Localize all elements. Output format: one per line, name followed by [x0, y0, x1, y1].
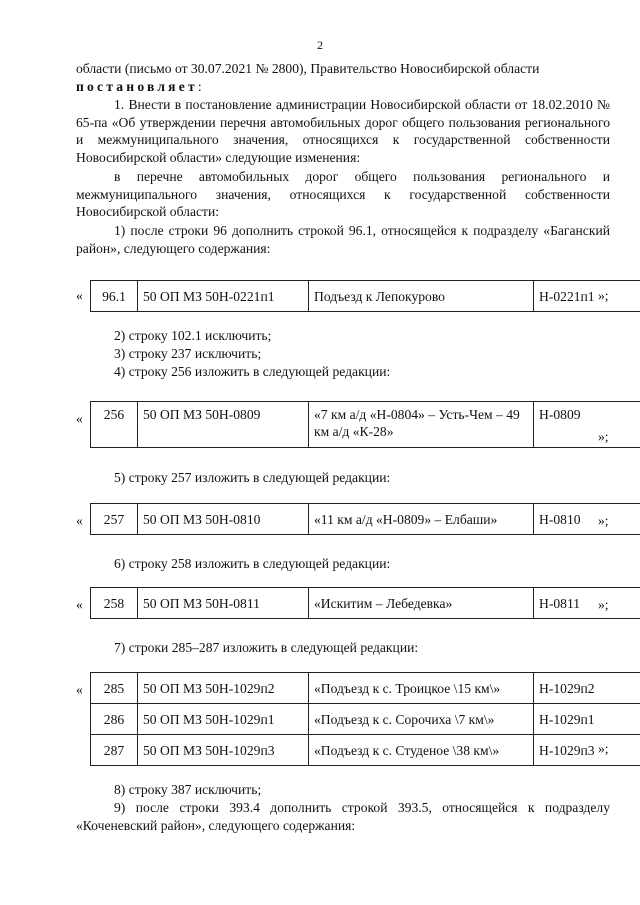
table-row [91, 704, 640, 735]
quote-open: « [76, 682, 83, 697]
cell-road-name: «Подъезд к с. Студеное \38 км\» [309, 735, 534, 766]
cell-code: Н-0811 [534, 588, 640, 619]
table-row-257 [90, 503, 640, 535]
quote-close: »; [598, 741, 609, 756]
quote-open: « [76, 597, 83, 612]
decree-word: постановляет [76, 79, 198, 94]
table-row [91, 673, 640, 704]
intro-line: области (письмо от 30.07.2021 № 2800), Правительство Новосибирской области [76, 61, 540, 76]
decree-colon: : [197, 79, 202, 94]
table-row [91, 588, 640, 619]
item-1-paragraph: 1. Внести в постановление администрации Новосибирской области от 18.02.2010 № 65-па «Об утверждении перечня автомобильных дорог общего пользования регионального и межмуниципального значения, относящихся к государственной собственности Новосибирской области» следующие изменения: [76, 97, 610, 165]
cell-road-id: 50 ОП МЗ 50Н-0221п1 [138, 281, 309, 312]
quote-open: « [76, 411, 83, 426]
step-4: 4) строку 256 изложить в следующей редакции: [114, 364, 391, 379]
cell-road-name: «11 км а/д «Н-0809» – Елбаши» [309, 504, 534, 535]
cell-code: Н-0221п1 [534, 281, 640, 312]
cell-road-id: 50 ОП МЗ 50Н-0810 [138, 504, 309, 535]
step-2: 2) строку 102.1 исключить; [114, 328, 272, 343]
quote-open: « [76, 288, 83, 303]
cell-number: 256 [91, 402, 138, 448]
cell-road-name: «Подъезд к с. Сорочиха \7 км\» [309, 704, 534, 735]
table-rows-285-287 [90, 672, 640, 766]
cell-code: Н-0810 [534, 504, 640, 535]
cell-code: Н-1029п3 [534, 735, 640, 766]
step-5: 5) строку 257 изложить в следующей редакции: [114, 470, 391, 485]
cell-number: 258 [91, 588, 138, 619]
quote-close: »; [598, 429, 609, 444]
cell-road-name: Подъезд к Лепокурово [309, 281, 534, 312]
step-6: 6) строку 258 изложить в следующей редакции: [114, 556, 391, 571]
quote-close: »; [598, 597, 609, 612]
cell-number: 287 [91, 735, 138, 766]
step-7: 7) строки 285–287 изложить в следующей редакции: [114, 640, 419, 655]
table-row-256 [90, 401, 640, 448]
table-row-96-1 [90, 280, 640, 312]
cell-number: 257 [91, 504, 138, 535]
step-1-paragraph: 1) после строки 96 дополнить строкой 96.1, относящейся к подразделу «Баганский район», следующего содержания: [76, 223, 610, 256]
step-3: 3) строку 237 исключить; [114, 346, 262, 361]
quote-close: »; [598, 288, 609, 303]
cell-road-name: «7 км а/д «Н-0804» – Усть-Чем – 49 км а/д «К-28» [309, 402, 534, 448]
cell-number: 96.1 [91, 281, 138, 312]
table-row [91, 504, 640, 535]
cell-road-id: 50 ОП МЗ 50Н-1029п3 [138, 735, 309, 766]
table-row-258 [90, 587, 640, 619]
quote-open: « [76, 513, 83, 528]
step-9-paragraph: 9) после строки 393.4 дополнить строкой 393.5, относящейся к подразделу «Коченевский район», следующего содержания: [76, 800, 610, 833]
cell-road-id: 50 ОП МЗ 50Н-0809 [138, 402, 309, 448]
page-number: 2 [317, 38, 323, 52]
cell-road-name: «Подъезд к с. Троицкое \15 км\» [309, 673, 534, 704]
cell-code: Н-1029п2 [534, 673, 640, 704]
cell-code: Н-1029п1 [534, 704, 640, 735]
step-8: 8) строку 387 исключить; [114, 782, 262, 797]
cell-code: Н-0809 [534, 402, 640, 448]
table-row [91, 402, 640, 448]
decree-word-line [76, 78, 610, 96]
table-row [91, 735, 640, 766]
cell-road-id: 50 ОП МЗ 50Н-1029п2 [138, 673, 309, 704]
cell-road-id: 50 ОП МЗ 50Н-1029п1 [138, 704, 309, 735]
cell-road-name: «Искитим – Лебедевка» [309, 588, 534, 619]
item-1-sub-paragraph: в перечне автомобильных дорог общего пользования регионального и межмуниципального значения, относящихся к государственной собственности Новосибирской области: [76, 169, 610, 220]
cell-number: 286 [91, 704, 138, 735]
table-row [91, 281, 640, 312]
cell-number: 285 [91, 673, 138, 704]
cell-road-id: 50 ОП МЗ 50Н-0811 [138, 588, 309, 619]
quote-close: »; [598, 513, 609, 528]
